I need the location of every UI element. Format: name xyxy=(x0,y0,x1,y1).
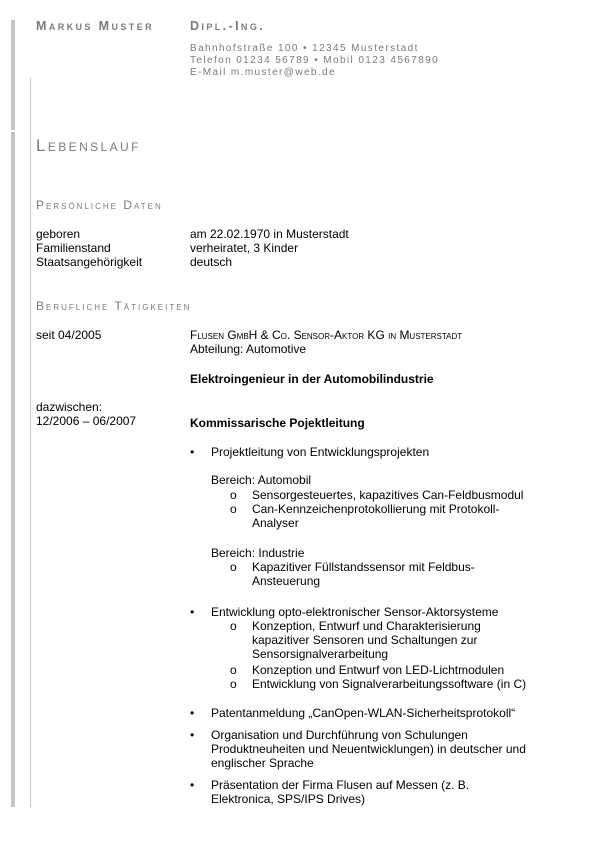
job-start-date: seit 04/2005 xyxy=(36,328,102,342)
personal-label-birth: geboren xyxy=(36,227,81,241)
task-trainings: Organisation und Durchführung von Schulungen Produktneuheiten und Neuentwicklungen) in deutscher und englischer Sprache xyxy=(211,728,526,770)
academic-title: Dipl.-Ing. xyxy=(190,19,266,33)
section-heading-career: Berufliche Tätigkeiten xyxy=(36,299,192,313)
bullet-icon: • xyxy=(190,605,195,619)
applicant-name: Markus Muster xyxy=(36,19,155,33)
task-project-management: Projektleitung von Entwicklungsprojekten xyxy=(211,445,430,459)
subtask-led-modules: Konzeption und Entwurf von LED-Lichtmodulen xyxy=(252,663,505,677)
interim-label: dazwischen: xyxy=(36,400,103,414)
subtask-level-sensor: Kapazitiver Füllstandssensor mit Feldbus-Ansteuerung xyxy=(252,560,475,588)
interim-role: Kommissarische Pojektleitung xyxy=(190,416,365,430)
area-automotive-label: Bereich: Automobil xyxy=(211,473,312,487)
personal-label-family: Familienstand xyxy=(36,241,111,255)
document-title: Lebenslauf xyxy=(36,136,141,155)
left-margin-thin-rule xyxy=(30,78,31,807)
circle-bullet-icon: o xyxy=(230,488,237,502)
personal-value-birth: am 22.02.1970 in Musterstadt xyxy=(190,227,349,241)
personal-value-nationality: deutsch xyxy=(190,255,233,269)
bullet-icon: • xyxy=(190,706,195,720)
task-sensor-systems: Entwicklung opto-elektronischer Sensor-Aktorsysteme xyxy=(211,605,499,619)
left-margin-rule-top xyxy=(11,20,15,130)
subtask-can-logging: Can-Kennzeichenprotokollierung mit Protokoll-Analyser xyxy=(252,502,500,530)
bullet-icon: • xyxy=(190,778,195,792)
area-industry-label: Bereich: Industrie xyxy=(211,546,305,560)
subtask-sensor-design: Konzeption, Entwurf und Charakterisierung kapazitiver Sensoren und Schaltungen zur Sensorsignalverarbeitung xyxy=(252,619,481,661)
personal-label-nationality: Staatsangehörigkeit xyxy=(36,255,143,269)
subtask-signal-software: Entwicklung von Signalverarbeitungssoftware (in C) xyxy=(252,677,527,691)
personal-value-family: verheiratet, 3 Kinder xyxy=(190,241,299,255)
contact-block xyxy=(190,43,439,79)
subtask-can-module: Sensorgesteuertes, kapazitives Can-Feldbusmodul xyxy=(252,488,524,502)
phone-line: Telefon 01234 56789 • Mobil 0123 4567890 xyxy=(190,55,440,66)
circle-bullet-icon: o xyxy=(230,502,237,516)
employer-department: Abteilung: Automotive xyxy=(190,342,307,356)
circle-bullet-icon: o xyxy=(230,663,237,677)
address-line: Bahnhofstraße 100 • 12345 Musterstadt xyxy=(190,43,419,54)
bullet-icon: • xyxy=(190,728,195,742)
job-position: Elektroingenieur in der Automobilindustrie xyxy=(190,372,434,386)
circle-bullet-icon: o xyxy=(230,560,237,574)
email-line: E-Mail m.muster@web.de xyxy=(190,67,336,78)
employer-name: Flusen GmbH & Co. Sensor-Aktor KG in Musterstadt xyxy=(190,328,463,342)
left-margin-rule xyxy=(11,132,15,807)
section-heading-personal: Persönliche Daten xyxy=(36,198,163,212)
circle-bullet-icon: o xyxy=(230,619,237,633)
circle-bullet-icon: o xyxy=(230,677,237,691)
task-trade-fairs: Präsentation der Firma Flusen auf Messen (z. B. Elektronica, SPS/IPS Drives) xyxy=(211,778,470,806)
bullet-icon: • xyxy=(190,445,195,459)
interim-period: 12/2006 – 06/2007 xyxy=(36,414,137,428)
task-patent: Patentanmeldung „CanOpen-WLAN-Sicherheitsprotokoll“ xyxy=(211,706,516,720)
